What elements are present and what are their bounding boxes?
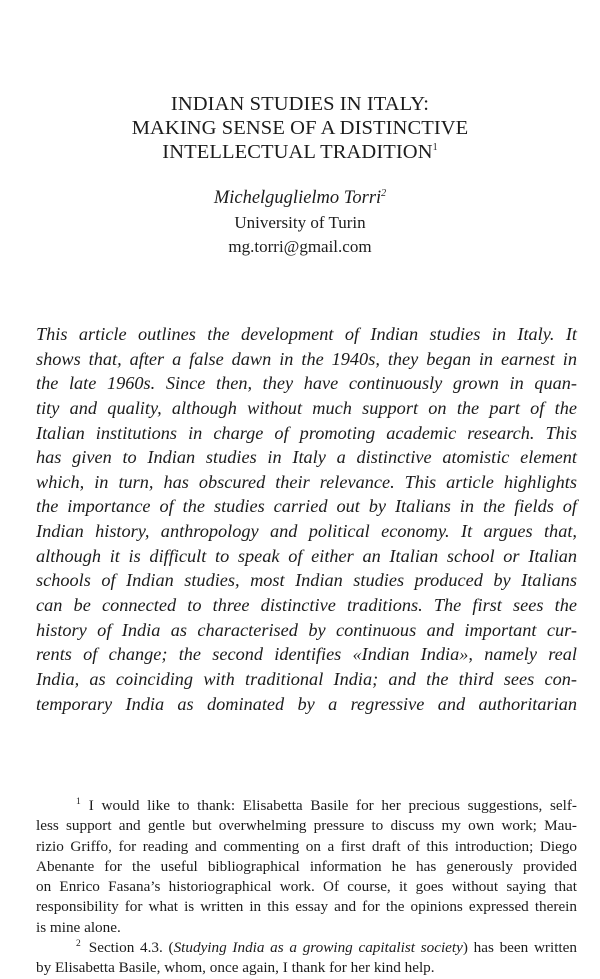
footnote-reference[interactable]: 1: [432, 142, 438, 154]
footnote-1-line: on Enrico Fasana’s historiographical work. Of course, it goes without saying that: [36, 878, 577, 896]
footnote-text: ) has been written: [462, 939, 577, 957]
abstract-line: has given to Indian studies in Italy a distinctive atomistic element: [36, 447, 577, 468]
footnote-2-line: [36, 938, 577, 958]
footnote-section-title: Studying India as a growing capitalist society: [173, 939, 463, 957]
abstract-line: shows that, after a false dawn in the 1940s, they began in earnest in: [36, 348, 577, 369]
footnote-1-line: responsibility for what is written in this essay and for the opinions expressed therein: [36, 898, 577, 916]
footnote-reference[interactable]: 2: [381, 187, 387, 199]
title-line: [0, 116, 600, 140]
title-line-text: INTELLECTUAL TRADITION: [162, 141, 433, 163]
abstract-line: Indian history, anthropology and political economy. It argues that,: [36, 521, 577, 542]
footnote-number: 2: [76, 939, 81, 950]
abstract-line: the importance of the studies carried out by Italians in the fields of: [36, 496, 577, 517]
abstract-line: although it is difficult to speak of either an Italian school or Italian: [36, 545, 577, 566]
abstract-line: temporary India as dominated by a regressive and authoritarian: [36, 693, 577, 714]
footnotes: [36, 796, 577, 979]
abstract-line: India, as coinciding with traditional India; and the third sees con-: [36, 668, 577, 689]
author-name: [0, 185, 600, 211]
title-line: [0, 92, 600, 116]
abstract-line: which, in turn, has obscured their relevance. This article highlights: [36, 471, 577, 492]
abstract: [36, 322, 577, 716]
abstract-line: tity and quality, although without much support on the part of the: [36, 397, 577, 418]
abstract-line: This article outlines the development of Indian studies in Italy. It: [36, 324, 577, 344]
abstract-line: Italian institutions in charge of promoting academic research. This: [36, 422, 577, 443]
footnote-1-line: Abenante for the useful bibliographical information he has generously provided: [36, 857, 577, 875]
footnote-1-line: [36, 796, 577, 816]
abstract-line: rents of change; the second identifies «Indian India», namely real: [36, 644, 577, 665]
article-title: [0, 92, 600, 164]
title-line: [0, 140, 600, 164]
footnote-2-line: by Elisabetta Basile, whom, once again, I thank for her kind help.: [36, 959, 435, 977]
author-affiliation: University of Turin: [234, 213, 366, 232]
abstract-line: history of India as characterised by continuous and important cur-: [36, 619, 577, 640]
footnote-number: 1: [76, 796, 81, 807]
footnote-text: Section 4.3. (: [88, 939, 174, 957]
title-line-text: MAKING SENSE OF A DISTINCTIVE: [131, 117, 469, 139]
footnote-text: I would like to thank: Elisabetta Basile for her precious suggestions, self-: [88, 797, 577, 814]
author-block: [0, 185, 600, 259]
footnote-1-line: less support and gentle but overwhelming pressure to discuss my own work; Mau-: [36, 817, 577, 835]
author-name-text: Michelguglielmo Torri: [213, 188, 382, 208]
footnote-1-line: rizio Griffo, for reading and commenting on a first draft of this introduction; Diego: [36, 837, 577, 855]
abstract-line: the late 1960s. Since then, they have continuously grown in quan-: [36, 373, 577, 394]
author-email[interactable]: mg.torri@gmail.com: [228, 237, 372, 256]
abstract-line: schools of Indian studies, most Indian studies produced by Italians: [36, 570, 577, 591]
abstract-line: can be connected to three distinctive traditions. The first sees the: [36, 595, 577, 616]
footnote-1-line: is mine alone.: [36, 918, 121, 936]
title-line-text: INDIAN STUDIES IN ITALY:: [170, 93, 430, 115]
